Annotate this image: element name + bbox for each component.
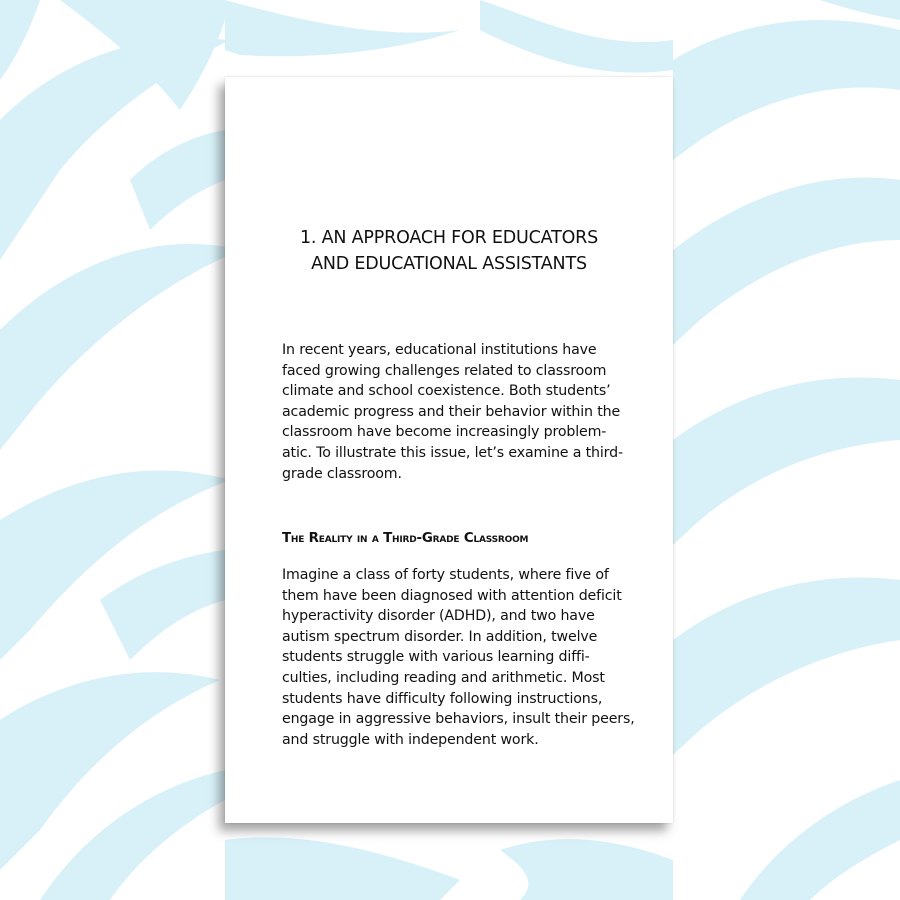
paragraph-line: them have been diagnosed with attention deficit <box>282 587 622 604</box>
paragraph-line: faced growing challenges related to classroom <box>282 362 607 379</box>
paragraph-line: climate and school coexistence. Both students’ <box>282 383 611 400</box>
paragraph-line: culties, including reading and arithmetic. Most <box>282 669 605 686</box>
paragraph-line: Imagine a class of forty students, where five of <box>282 567 609 583</box>
paragraph-line: grade classroom. <box>282 465 402 482</box>
chapter-title-line: AND EDUCATIONAL ASSISTANTS <box>311 254 587 274</box>
section-heading: The Reality in a Third-Grade Classroom <box>282 531 529 546</box>
paragraph-line: students struggle with various learning diffi- <box>282 649 590 666</box>
paragraph-line: engage in aggressive behaviors, insult their peers, <box>282 711 635 728</box>
paragraph-line: hyperactivity disorder (ADHD), and two have <box>282 608 595 625</box>
body-paragraph <box>282 565 635 750</box>
chapter-title-line: 1. AN APPROACH FOR EDUCATORS <box>299 228 599 248</box>
paragraph-line: academic progress and their behavior within the <box>282 403 621 420</box>
paragraph-line: students have difficulty following instructions, <box>282 690 603 707</box>
book-page <box>225 77 673 823</box>
chapter-title <box>225 225 673 277</box>
intro-paragraph <box>282 340 622 484</box>
paragraph-line: classroom have become increasingly problem- <box>282 424 607 441</box>
paragraph-line: In recent years, educational institutions have <box>282 342 597 358</box>
paragraph-line: autism spectrum disorder. In addition, twelve <box>282 628 598 645</box>
paragraph-line: atic. To illustrate this issue, let’s examine a third- <box>282 444 623 461</box>
paragraph-line: and struggle with independent work. <box>282 731 539 748</box>
